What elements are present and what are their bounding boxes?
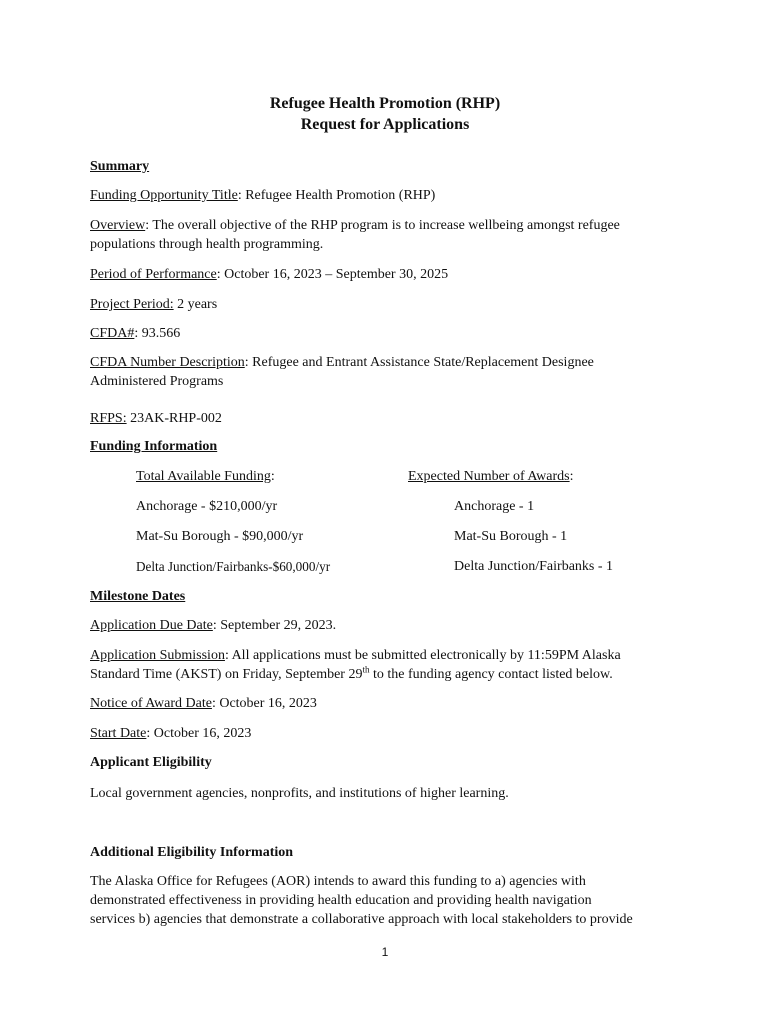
awards-matsu: Mat-Su Borough - 1 [454,529,568,544]
submission-superscript: th [362,664,370,675]
submission-label: Application Submission [90,648,225,663]
submission-row [90,646,690,665]
total-funding-header [136,467,396,486]
rfps-row [90,409,690,428]
funding-anchorage: Anchorage - $210,000/yr [136,499,278,514]
cfda-row [90,324,690,343]
due-date-row [90,616,690,635]
overview-value-line2: populations through health programming. [90,237,324,252]
document-title: Refugee Health Promotion (RHP) [269,95,501,112]
additional-text-line3: services b) agencies that demonstrate a collaborative approach with local stakeholders to provide [90,912,633,927]
awards-colon: : [569,469,574,484]
project-period-label: Project Period: [90,297,174,312]
eligibility-text: Local government agencies, nonprofits, and institutions of higher learning. [90,786,509,801]
period-value: : October 16, 2023 – September 30, 2025 [216,267,449,282]
start-label: Start Date [90,726,147,741]
cfda-desc-row [90,353,690,372]
cfda-desc-value: : Refugee and Entrant Assistance State/Replacement Designee [244,355,594,370]
notice-label: Notice of Award Date [90,696,212,711]
cfda-desc-label: CFDA Number Description [90,355,245,370]
overview-row [90,216,690,235]
awards-anchorage: Anchorage - 1 [454,499,535,514]
notice-row [90,694,690,713]
funding-matsu: Mat-Su Borough - $90,000/yr [136,529,304,544]
project-period-value: 2 years [173,297,218,312]
awards-header [408,467,688,486]
rfps-value: 23AK-RHP-002 [126,411,222,426]
overview-label: Overview [90,218,146,233]
overview-value: : The overall objective of the RHP program is to increase wellbeing amongst refugee [145,218,620,233]
eligibility-heading: Applicant Eligibility [90,755,212,770]
additional-text-line1: The Alaska Office for Refugees (AOR) intends to award this funding to a) agencies with [90,874,586,889]
due-date-value: : September 29, 2023. [212,618,337,633]
funding-delta-fairbanks: Delta Junction/Fairbanks-$60,000/yr [136,559,331,574]
awards-label: Expected Number of Awards [408,469,570,484]
notice-value: : October 16, 2023 [211,696,317,711]
funding-title-label: Funding Opportunity Title [90,188,238,203]
cfda-desc-value-line2: Administered Programs [90,374,224,389]
due-date-label: Application Due Date [90,618,213,633]
start-row [90,724,690,743]
total-funding-label: Total Available Funding [136,469,271,484]
additional-heading: Additional Eligibility Information [90,845,294,860]
submission-value: : All applications must be submitted electronically by 11:59PM Alaska [224,648,621,663]
funding-title-value: : Refugee Health Promotion (RHP) [237,188,436,203]
cfda-value: : 93.566 [134,326,181,341]
submission-value-line2: Standard Time (AKST) on Friday, September 29 [90,667,363,682]
rfps-label: RFPS: [90,411,127,426]
document-subtitle: Request for Applications [300,116,470,133]
period-row [90,265,690,284]
submission-value-line2-end: to the funding agency contact listed below. [369,667,613,682]
project-period-row [90,295,690,314]
awards-delta-fairbanks: Delta Junction/Fairbanks - 1 [454,559,614,574]
total-funding-colon: : [270,469,275,484]
page-number: 1 [381,945,389,959]
period-label: Period of Performance [90,267,217,282]
milestone-heading: Milestone Dates [90,589,186,604]
funding-heading: Funding Information [90,439,218,454]
summary-heading: Summary [90,159,150,174]
submission-row-line2 [90,665,690,684]
cfda-label: CFDA# [90,326,135,341]
funding-title-row [90,186,690,205]
additional-text-line2: demonstrated effectiveness in providing health education and providing health navigation [90,893,592,908]
start-value: : October 16, 2023 [146,726,252,741]
